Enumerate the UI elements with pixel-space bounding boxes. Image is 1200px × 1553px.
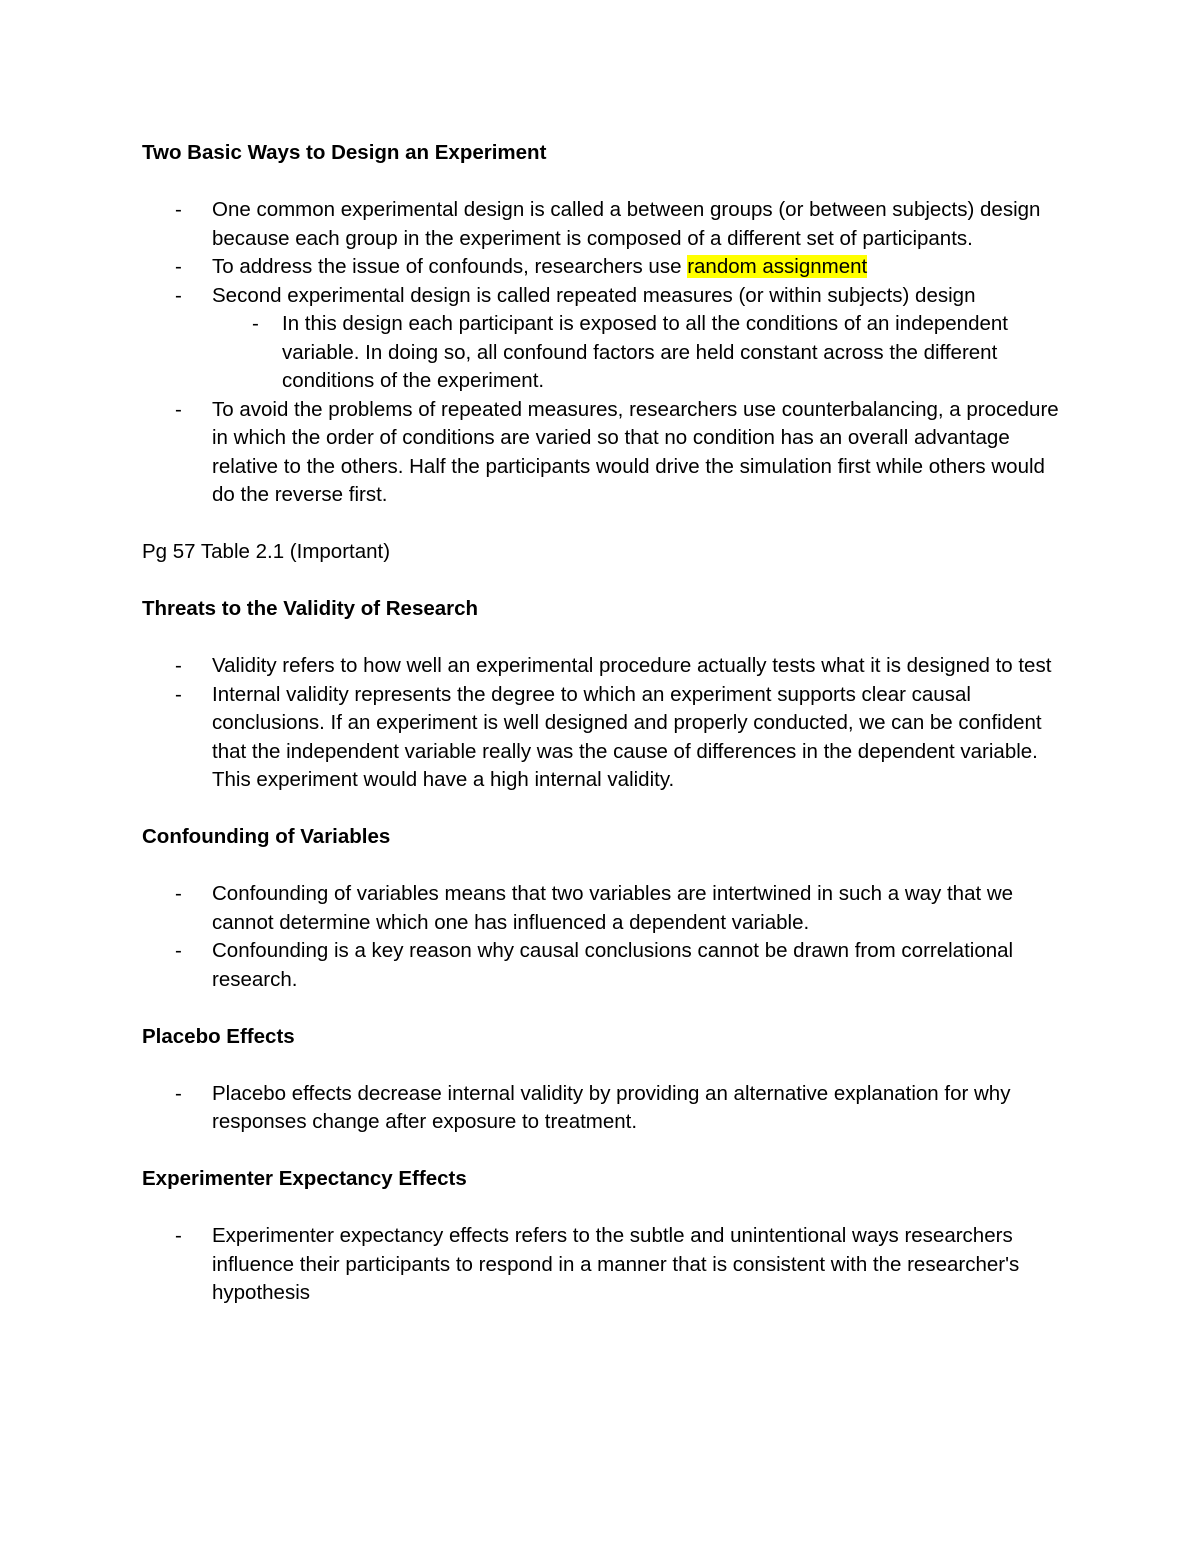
section-heading-expectancy: Experimenter Expectancy Effects <box>142 1167 467 1190</box>
list-item <box>142 253 1072 282</box>
list-item-text: Internal validity represents the degree to which an experiment supports clear causal conclusions. If an experiment is well designed and properly conducted, we can be confident that the independent variable really was the cause of differences in the dependent variable. This experiment would have a high internal validity. <box>212 682 1042 791</box>
spacer <box>142 168 1072 197</box>
list-item <box>142 196 1072 253</box>
bullet-dash: - <box>175 939 182 962</box>
list-item <box>142 880 1072 937</box>
bullet-list-validity-threats <box>142 652 1072 795</box>
section-heading-confounding: Confounding of Variables <box>142 825 391 848</box>
bullet-dash: - <box>175 1081 182 1105</box>
list-item <box>142 1222 1072 1308</box>
list-item-text: One common experimental design is called a between groups (or between subjects) design because each group in the experiment is composed of a different set of participants. <box>212 198 1041 250</box>
spacer <box>142 994 1072 1023</box>
spacer <box>142 795 1072 824</box>
list-item-text: Experimenter expectancy effects refers to the subtle and unintentional ways researchers influence their participants to respond in a manner that is consistent with the researcher's hypothesis <box>212 1224 1020 1304</box>
list-item <box>142 1080 1072 1137</box>
spacer <box>142 1137 1072 1166</box>
spacer <box>142 510 1072 539</box>
document-content <box>142 139 1072 1308</box>
bullet-dash: - <box>175 654 182 677</box>
spacer <box>142 852 1072 881</box>
section-heading-experiment-design: Two Basic Ways to Design an Experiment <box>142 141 547 164</box>
list-item <box>142 652 1072 681</box>
bullet-dash: - <box>175 682 182 706</box>
bullet-dash: - <box>175 1224 182 1247</box>
bullet-dash: - <box>175 397 182 421</box>
sub-list-item-text: In this design each participant is exposed to all the conditions of an independent variable. In doing so, all confound factors are held constant across the different conditions of the experiment. <box>282 312 1008 392</box>
list-item <box>142 681 1072 795</box>
table-reference-note: Pg 57 Table 2.1 (Important) <box>142 540 391 563</box>
bullet-dash: - <box>175 198 182 221</box>
bullet-dash: - <box>175 255 182 278</box>
spacer <box>142 567 1072 596</box>
list-item-text: Second experimental design is called repeated measures (or within subjects) design <box>212 283 976 307</box>
sub-bullet-list <box>212 310 1072 396</box>
spacer <box>142 1194 1072 1223</box>
list-item <box>142 282 1072 396</box>
section-heading-placebo: Placebo Effects <box>142 1024 295 1048</box>
list-item <box>142 937 1072 994</box>
sub-list-item <box>212 310 1072 396</box>
list-item-text: To avoid the problems of repeated measures, researchers use counterbalancing, a procedure in which the order of conditions are varied so that no condition has an overall advantage relative to the others. Half the participants would drive the simulation first while others would do the reverse first. <box>212 397 1059 506</box>
list-item-text: Confounding of variables means that two variables are intertwined in such a way that we cannot determine which one has influenced a dependent variable. <box>212 882 1014 934</box>
section-heading-validity-threats: Threats to the Validity of Research <box>142 597 479 620</box>
list-item-text: To address the issue of confounds, researchers use <box>212 255 688 278</box>
bullet-list-experiment-design <box>142 196 1072 510</box>
list-item-text: Confounding is a key reason why causal conclusions cannot be drawn from correlational research. <box>212 939 1014 991</box>
list-item-text: Placebo effects decrease internal validity by providing an alternative explanation for why responses change after exposure to treatment. <box>212 1081 1011 1133</box>
list-item <box>142 396 1072 510</box>
bullet-list-expectancy <box>142 1222 1072 1308</box>
spacer <box>142 624 1072 653</box>
bullet-list-confounding <box>142 880 1072 994</box>
spacer <box>142 1051 1072 1080</box>
bullet-dash: - <box>252 312 259 335</box>
bullet-dash: - <box>175 882 182 905</box>
bullet-list-placebo <box>142 1080 1072 1137</box>
bullet-dash: - <box>175 283 182 307</box>
highlighted-text-random-assignment: random assignment <box>687 255 868 278</box>
list-item-text: Validity refers to how well an experimental procedure actually tests what it is designed to test <box>212 654 1052 677</box>
